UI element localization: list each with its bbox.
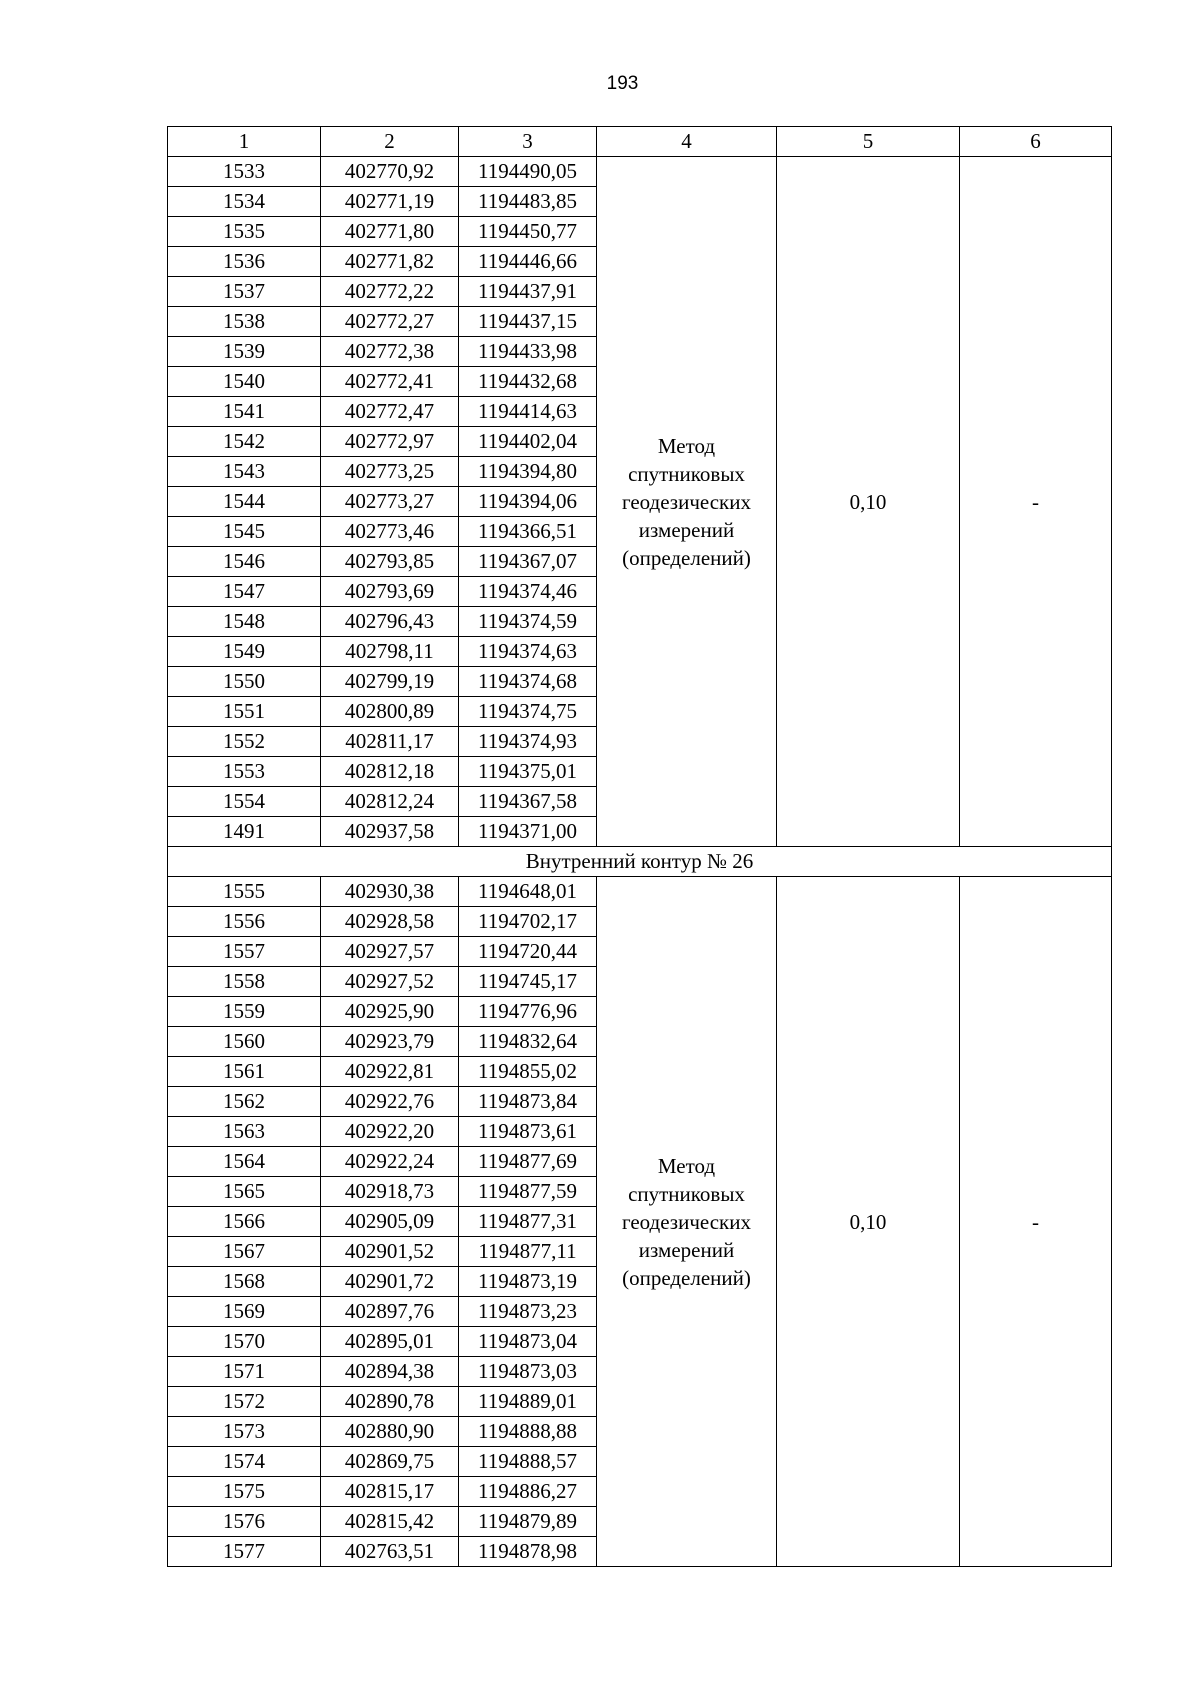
coordinate-y: 1194367,07 [459,547,597,577]
coordinate-y: 1194702,17 [459,907,597,937]
point-number: 1554 [168,787,321,817]
coordinate-y: 1194483,85 [459,187,597,217]
accuracy-cell: 0,10 [777,157,960,847]
coordinate-x: 402812,24 [321,787,459,817]
coordinate-x: 402812,18 [321,757,459,787]
coordinate-x: 402771,19 [321,187,459,217]
coordinate-x: 402770,92 [321,157,459,187]
point-number: 1544 [168,487,321,517]
coordinate-y: 1194446,66 [459,247,597,277]
coordinate-x: 402890,78 [321,1387,459,1417]
point-number: 1547 [168,577,321,607]
coordinate-x: 402928,58 [321,907,459,937]
coordinate-x: 402923,79 [321,1027,459,1057]
coordinate-x: 402799,19 [321,667,459,697]
coordinate-x: 402901,52 [321,1237,459,1267]
note-cell: - [960,877,1112,1567]
point-number: 1542 [168,427,321,457]
point-number: 1546 [168,547,321,577]
coordinate-y: 1194433,98 [459,337,597,367]
header-cell-3: 3 [459,127,597,157]
point-number: 1536 [168,247,321,277]
point-number: 1553 [168,757,321,787]
coordinate-y: 1194648,01 [459,877,597,907]
coordinate-y: 1194873,03 [459,1357,597,1387]
point-number: 1556 [168,907,321,937]
section-title-row [168,847,1112,877]
coordinate-x: 402772,97 [321,427,459,457]
point-number: 1545 [168,517,321,547]
coordinate-x: 402925,90 [321,997,459,1027]
coordinate-x: 402793,69 [321,577,459,607]
coordinate-y: 1194437,15 [459,307,597,337]
coordinate-x: 402895,01 [321,1327,459,1357]
coordinate-y: 1194490,05 [459,157,597,187]
point-number: 1539 [168,337,321,367]
point-number: 1570 [168,1327,321,1357]
table-row [168,157,1112,187]
coordinate-x: 402901,72 [321,1267,459,1297]
coordinate-x: 402771,80 [321,217,459,247]
point-number: 1571 [168,1357,321,1387]
coordinate-x: 402905,09 [321,1207,459,1237]
coordinate-y: 1194450,77 [459,217,597,247]
point-number: 1569 [168,1297,321,1327]
coordinate-y: 1194437,91 [459,277,597,307]
coordinate-y: 1194873,84 [459,1087,597,1117]
note-cell: - [960,157,1112,847]
coordinate-x: 402772,27 [321,307,459,337]
coordinate-x: 402798,11 [321,637,459,667]
coordinate-x: 402772,41 [321,367,459,397]
coordinate-y: 1194394,80 [459,457,597,487]
coordinate-y: 1194414,63 [459,397,597,427]
coordinate-y: 1194366,51 [459,517,597,547]
point-number: 1568 [168,1267,321,1297]
coordinate-x: 402773,25 [321,457,459,487]
table-row [168,877,1112,907]
coordinate-y: 1194855,02 [459,1057,597,1087]
coordinate-x: 402763,51 [321,1537,459,1567]
method-cell: Метод спутниковых геодезических измерений (определений) [597,877,777,1567]
method-cell: Метод спутниковых геодезических измерений (определений) [597,157,777,847]
coordinate-x: 402922,76 [321,1087,459,1117]
point-number: 1562 [168,1087,321,1117]
coordinate-x: 402927,52 [321,967,459,997]
point-number: 1572 [168,1387,321,1417]
point-number: 1550 [168,667,321,697]
coordinate-x: 402772,22 [321,277,459,307]
point-number: 1541 [168,397,321,427]
point-number: 1564 [168,1147,321,1177]
point-number: 1565 [168,1177,321,1207]
coordinate-y: 1194374,59 [459,607,597,637]
coordinate-x: 402897,76 [321,1297,459,1327]
coordinate-y: 1194877,31 [459,1207,597,1237]
point-number: 1561 [168,1057,321,1087]
point-number: 1534 [168,187,321,217]
point-number: 1575 [168,1477,321,1507]
point-number: 1567 [168,1237,321,1267]
coordinate-y: 1194402,04 [459,427,597,457]
point-number: 1574 [168,1447,321,1477]
coordinate-y: 1194745,17 [459,967,597,997]
coordinates-table-body [168,127,1112,1567]
coordinate-y: 1194873,04 [459,1327,597,1357]
coordinate-y: 1194432,68 [459,367,597,397]
point-number: 1551 [168,697,321,727]
header-cell-2: 2 [321,127,459,157]
coordinate-x: 402773,27 [321,487,459,517]
coordinate-y: 1194873,19 [459,1267,597,1297]
header-row [168,127,1112,157]
coordinate-x: 402880,90 [321,1417,459,1447]
coordinate-y: 1194886,27 [459,1477,597,1507]
coordinates-table [167,126,1112,1567]
point-number: 1558 [168,967,321,997]
coordinate-y: 1194367,58 [459,787,597,817]
coordinate-y: 1194374,46 [459,577,597,607]
coordinate-x: 402869,75 [321,1447,459,1477]
point-number: 1549 [168,637,321,667]
accuracy-cell: 0,10 [777,877,960,1567]
coordinate-y: 1194889,01 [459,1387,597,1417]
coordinate-x: 402796,43 [321,607,459,637]
point-number: 1563 [168,1117,321,1147]
coordinate-x: 402930,38 [321,877,459,907]
point-number: 1538 [168,307,321,337]
point-number: 1557 [168,937,321,967]
coordinate-x: 402815,17 [321,1477,459,1507]
coordinate-y: 1194877,69 [459,1147,597,1177]
header-cell-6: 6 [960,127,1112,157]
coordinate-y: 1194888,57 [459,1447,597,1477]
coordinate-x: 402793,85 [321,547,459,577]
header-cell-4: 4 [597,127,777,157]
point-number: 1573 [168,1417,321,1447]
point-number: 1566 [168,1207,321,1237]
coordinate-x: 402922,24 [321,1147,459,1177]
coordinate-y: 1194878,98 [459,1537,597,1567]
point-number: 1491 [168,817,321,847]
coordinate-x: 402922,20 [321,1117,459,1147]
coordinate-x: 402922,81 [321,1057,459,1087]
coordinate-x: 402771,82 [321,247,459,277]
coordinate-y: 1194879,89 [459,1507,597,1537]
point-number: 1540 [168,367,321,397]
coordinate-y: 1194374,75 [459,697,597,727]
point-number: 1555 [168,877,321,907]
coordinate-y: 1194888,88 [459,1417,597,1447]
coordinate-y: 1194873,61 [459,1117,597,1147]
point-number: 1535 [168,217,321,247]
coordinate-y: 1194877,59 [459,1177,597,1207]
point-number: 1577 [168,1537,321,1567]
coordinate-y: 1194832,64 [459,1027,597,1057]
point-number: 1552 [168,727,321,757]
coordinate-x: 402772,47 [321,397,459,427]
section-title: Внутренний контур № 26 [168,847,1112,877]
point-number: 1548 [168,607,321,637]
coordinate-x: 402772,38 [321,337,459,367]
coordinate-y: 1194877,11 [459,1237,597,1267]
coordinate-y: 1194374,63 [459,637,597,667]
coordinate-x: 402927,57 [321,937,459,967]
point-number: 1537 [168,277,321,307]
coordinate-x: 402811,17 [321,727,459,757]
coordinate-x: 402937,58 [321,817,459,847]
point-number: 1576 [168,1507,321,1537]
coordinate-y: 1194374,93 [459,727,597,757]
coordinate-y: 1194371,00 [459,817,597,847]
coordinate-y: 1194720,44 [459,937,597,967]
header-cell-1: 1 [168,127,321,157]
point-number: 1533 [168,157,321,187]
coordinate-y: 1194375,01 [459,757,597,787]
header-cell-5: 5 [777,127,960,157]
coordinate-x: 402894,38 [321,1357,459,1387]
page-number: 193 [606,73,639,94]
coordinate-y: 1194394,06 [459,487,597,517]
point-number: 1559 [168,997,321,1027]
coordinate-y: 1194776,96 [459,997,597,1027]
coordinate-x: 402773,46 [321,517,459,547]
point-number: 1560 [168,1027,321,1057]
coordinate-y: 1194873,23 [459,1297,597,1327]
coordinate-x: 402815,42 [321,1507,459,1537]
coordinate-x: 402918,73 [321,1177,459,1207]
point-number: 1543 [168,457,321,487]
coordinate-y: 1194374,68 [459,667,597,697]
coordinate-x: 402800,89 [321,697,459,727]
